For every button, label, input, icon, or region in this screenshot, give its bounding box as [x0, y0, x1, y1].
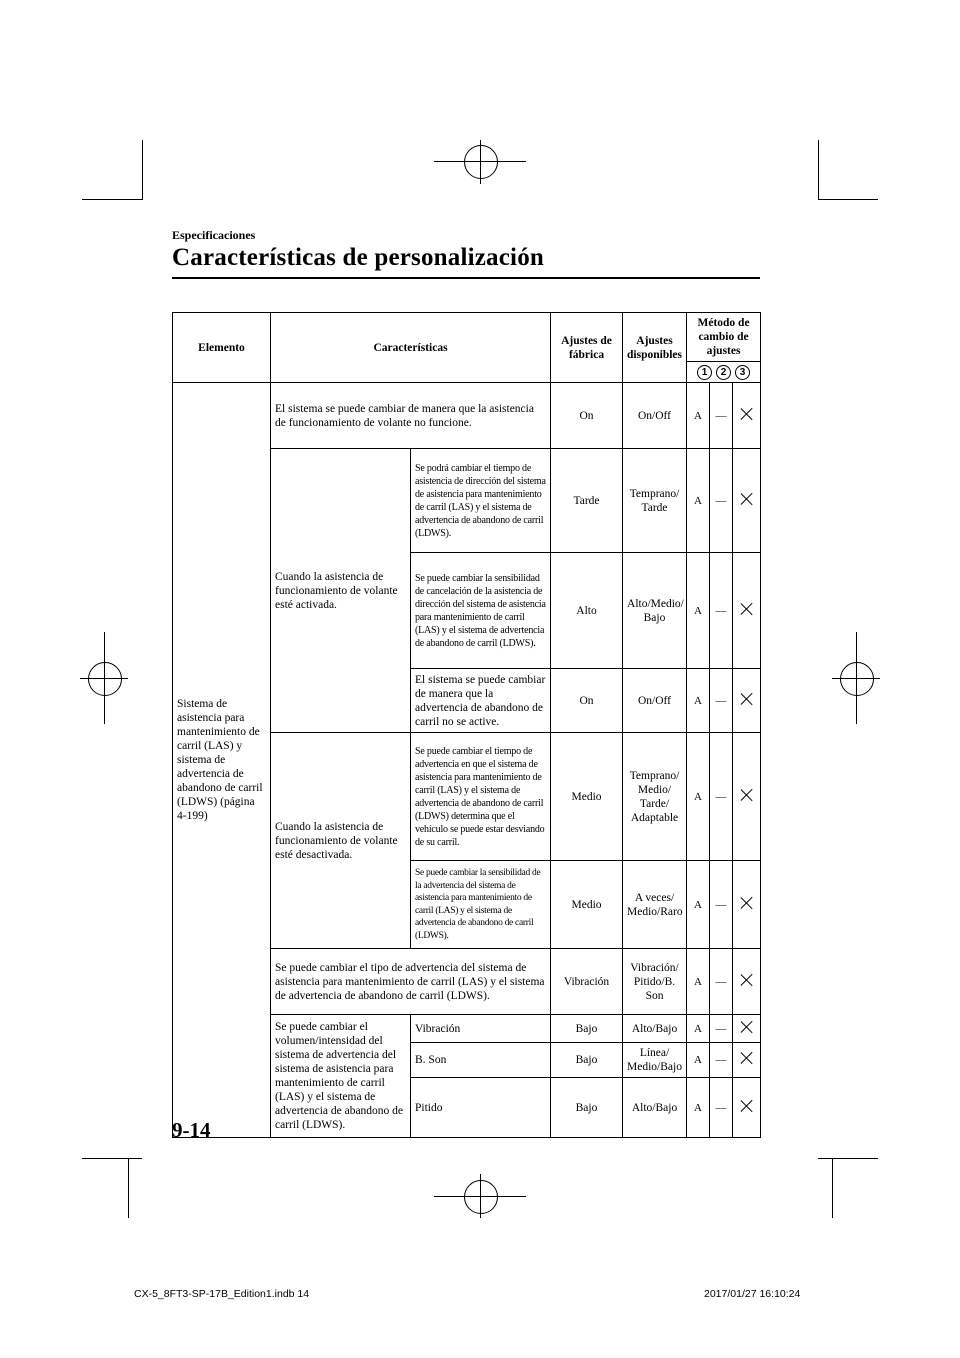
method-3 — [733, 733, 761, 861]
method-1: A — [687, 383, 710, 449]
method-3 — [733, 861, 761, 949]
method-2: — — [710, 733, 733, 861]
factory-setting: Vibración — [551, 949, 623, 1015]
header-caracteristicas: Características — [271, 313, 551, 383]
feature-group: Se puede cambiar el volumen/intensidad del sistema de advertencia del sistema de asistencia para mantenimiento de carril (LAS) y el sistema de advertencia de abandono de carril (LDWS). — [271, 1015, 411, 1138]
method-1: A — [687, 553, 710, 669]
feature-desc: Pitido — [411, 1078, 551, 1138]
cross-icon — [741, 408, 753, 420]
cross-icon — [741, 1052, 753, 1064]
feature-desc: Se podrá cambiar el tiempo de asistencia de dirección del sistema de asistencia para mantenimiento de carril (LAS) y el sistema de advertencia de abandono de carril (LDWS). — [411, 449, 551, 553]
customization-table — [172, 312, 761, 1138]
method-3 — [733, 1078, 761, 1138]
factory-setting: Tarde — [551, 449, 623, 553]
method-3 — [733, 1015, 761, 1043]
method-2-icon: 2 — [716, 365, 731, 380]
method-1: A — [687, 861, 710, 949]
method-2: — — [710, 383, 733, 449]
method-3 — [733, 449, 761, 553]
available-settings: Temprano/ Tarde — [623, 449, 687, 553]
method-3-icon: 3 — [735, 365, 750, 380]
available-settings: A veces/ Medio/Raro — [623, 861, 687, 949]
title-rule — [172, 277, 760, 279]
header-metodo-cols — [687, 362, 761, 383]
header-ajustes-disponibles: Ajustes disponibles — [623, 313, 687, 383]
method-2: — — [710, 861, 733, 949]
method-3 — [733, 949, 761, 1015]
available-settings: Alto/Bajo — [623, 1015, 687, 1043]
footer-timestamp: 2017/01/27 16:10:24 — [704, 1288, 801, 1300]
cross-icon — [741, 897, 753, 909]
cross-icon — [741, 1100, 753, 1112]
method-1: A — [687, 449, 710, 553]
method-2: — — [710, 449, 733, 553]
factory-setting: On — [551, 383, 623, 449]
feature-desc: Se puede cambiar el tipo de advertencia del sistema de asistencia para mantenimiento de carril (LAS) y el sistema de advertencia de abandono de carril (LDWS). — [271, 949, 551, 1015]
factory-setting: Medio — [551, 861, 623, 949]
factory-setting: Bajo — [551, 1043, 623, 1078]
factory-setting: On — [551, 669, 623, 733]
method-1-icon: 1 — [697, 365, 712, 380]
header-ajustes-fabrica: Ajustes de fábrica — [551, 313, 623, 383]
method-1: A — [687, 733, 710, 861]
method-1: A — [687, 1078, 710, 1138]
method-1: A — [687, 1015, 710, 1043]
feature-group: Cuando la asistencia de funcionamiento de volante esté desactivada. — [271, 733, 411, 949]
method-1: A — [687, 669, 710, 733]
header-metodo: Método de cambio de ajustes — [687, 313, 761, 362]
page-title: Características de personalización — [172, 244, 544, 271]
method-1: A — [687, 949, 710, 1015]
available-settings: On/Off — [623, 383, 687, 449]
available-settings: On/Off — [623, 669, 687, 733]
available-settings: Línea/ Medio/Bajo — [623, 1043, 687, 1078]
available-settings: Alto/Medio/ Bajo — [623, 553, 687, 669]
cross-icon — [741, 493, 753, 505]
cross-icon — [741, 603, 753, 615]
factory-setting: Bajo — [551, 1078, 623, 1138]
available-settings: Temprano/ Medio/ Tarde/ Adaptable — [623, 733, 687, 861]
available-settings: Alto/Bajo — [623, 1078, 687, 1138]
method-3 — [733, 1043, 761, 1078]
page-number: 9-14 — [172, 1118, 211, 1142]
method-2: — — [710, 669, 733, 733]
feature-desc: Se puede cambiar la sensibilidad de cancelación de la asistencia de dirección del sistema de asistencia para mantenimiento de carril (LAS) y el sistema de advertencia de abandono de carril (LDWS). — [411, 553, 551, 669]
item-cell: Sistema de asistencia para mantenimiento de carril (LAS) y sistema de advertencia de abandono de carril (LDWS) (página 4-199) — [173, 383, 271, 1138]
factory-setting: Medio — [551, 733, 623, 861]
table-header-row — [173, 313, 761, 362]
table-row — [173, 383, 761, 449]
feature-desc: El sistema se puede cambiar de manera que la advertencia de abandono de carril no se active. — [411, 669, 551, 733]
available-settings: Vibración/ Pitido/B. Son — [623, 949, 687, 1015]
cross-icon — [741, 974, 753, 986]
cross-icon — [741, 1021, 753, 1033]
footer-file: CX-5_8FT3-SP-17B_Edition1.indb 14 — [134, 1288, 310, 1300]
method-2: — — [710, 949, 733, 1015]
factory-setting: Alto — [551, 553, 623, 669]
feature-desc: B. Son — [411, 1043, 551, 1078]
method-2: — — [710, 1015, 733, 1043]
cross-icon — [741, 693, 753, 705]
method-2: — — [710, 1078, 733, 1138]
feature-group: Cuando la asistencia de funcionamiento de volante esté activada. — [271, 449, 411, 733]
method-3 — [733, 553, 761, 669]
feature-desc: El sistema se puede cambiar de manera que la asistencia de funcionamiento de volante no funcione. — [271, 383, 551, 449]
feature-desc: Se puede cambiar la sensibilidad de la advertencia del sistema de asistencia para mantenimiento de carril (LAS) y el sistema de advertencia de abandono de carril (LDWS). — [411, 861, 551, 949]
section-label: Especificaciones — [172, 228, 256, 242]
method-2: — — [710, 553, 733, 669]
header-elemento: Elemento — [173, 313, 271, 383]
cross-icon — [741, 789, 753, 801]
factory-setting: Bajo — [551, 1015, 623, 1043]
method-2: — — [710, 1043, 733, 1078]
method-3 — [733, 669, 761, 733]
method-1: A — [687, 1043, 710, 1078]
feature-desc: Vibración — [411, 1015, 551, 1043]
method-3 — [733, 383, 761, 449]
feature-desc: Se puede cambiar el tiempo de advertencia en que el sistema de asistencia para mantenimiento de carril (LAS) y el sistema de advertencia de abandono de carril (LDWS) determina que el vehículo se puede estar desviando de su carril. — [411, 733, 551, 861]
